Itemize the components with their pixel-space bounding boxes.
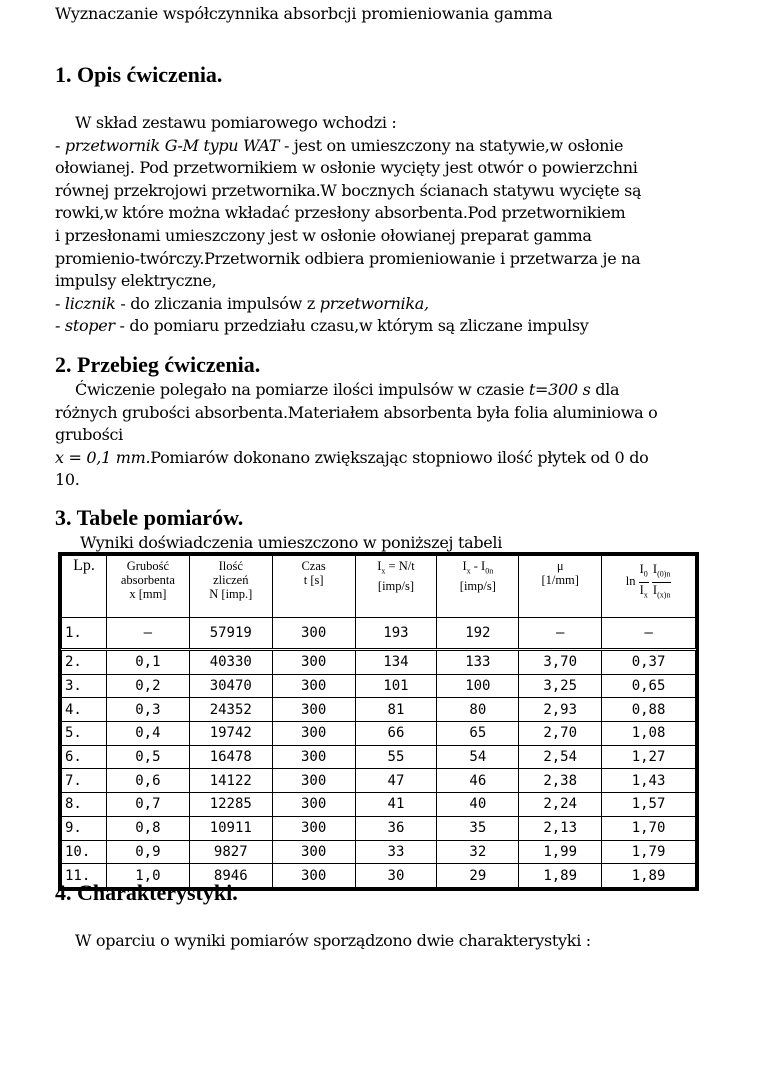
table-row <box>62 840 696 864</box>
col-net-sub: x <box>466 566 471 576</box>
col-intensity-formula: = N/t <box>385 559 415 573</box>
col-counts-l1: Ilość <box>218 559 243 573</box>
table-cell: 1,43 <box>602 769 696 793</box>
frac1-num-i: I <box>639 562 644 576</box>
col-thickness-l2: absorbenta <box>120 573 175 587</box>
table-row <box>62 650 696 675</box>
col-net-unit: [imp/s] <box>459 578 496 593</box>
table-cell: 0,65 <box>602 674 696 698</box>
section-3-title: 3. Tabele pomiarów. <box>55 505 244 530</box>
table-cell: 3. <box>62 674 107 698</box>
time-value: t=300 s <box>528 380 591 399</box>
s1-line-3: ołowianej. Pod przetwornikiem w osłonie wycięty jest otwór o powierzchni <box>55 158 638 178</box>
s1-line-10-text: - do pomiaru przedziału czasu,w którym są zliczane impulsy <box>114 316 589 336</box>
table-cell: 40330 <box>189 650 272 675</box>
table-cell: — <box>519 618 602 650</box>
dash: - <box>55 135 65 155</box>
table-cell: 2,24 <box>519 793 602 817</box>
table-cell: 1,99 <box>519 840 602 864</box>
frac2-num <box>652 562 672 583</box>
transducer-name: przetwornika, <box>319 293 429 313</box>
table-row <box>62 618 696 650</box>
table-cell: 36 <box>355 816 437 840</box>
ln-label: ln <box>625 573 636 588</box>
table-cell: 300 <box>272 745 355 769</box>
table-cell: 16478 <box>189 745 272 769</box>
s2-line-1-text: Ćwiczenie polegało na pomiarze ilości impulsów w czasie <box>75 380 529 399</box>
table-cell: 11. <box>62 864 107 888</box>
frac1-den-sub: x <box>643 590 648 599</box>
section-2-title: 2. Przebieg ćwiczenia. <box>55 352 261 377</box>
table-cell: 300 <box>272 840 355 864</box>
table-cell: 101 <box>355 674 437 698</box>
s1-line-2 <box>55 135 705 158</box>
col-counts-l2: zliczeń <box>213 573 249 587</box>
s1-line-9-text: - do zliczania impulsów z <box>115 293 320 313</box>
table-cell: 9. <box>62 816 107 840</box>
table-cell: 300 <box>272 674 355 698</box>
s2-line-1-end: dla <box>590 380 620 399</box>
table-cell: 100 <box>437 674 519 698</box>
col-mu-symbol: μ <box>556 559 564 573</box>
frac1-den-i: I <box>639 582 644 597</box>
table-cell: 134 <box>355 650 437 675</box>
table-cell: 0,1 <box>106 650 189 675</box>
table-cell: — <box>602 618 696 650</box>
table-cell: 300 <box>272 816 355 840</box>
section-1-title: 1. Opis ćwiczenia. <box>55 62 223 87</box>
table-row <box>62 674 696 698</box>
thickness-value: x = 0,1 mm. <box>55 447 151 467</box>
table-cell: 1,57 <box>602 793 696 817</box>
s2-line-5: 10. <box>55 470 80 490</box>
col-time <box>272 556 355 618</box>
frac1-num-sub: 0 <box>643 569 648 579</box>
table-cell: 0,8 <box>106 816 189 840</box>
table-cell: 8. <box>62 793 107 817</box>
table-cell: 1,0 <box>106 864 189 888</box>
s2-line-3: grubości <box>55 425 123 445</box>
table-cell: 29 <box>437 864 519 888</box>
frac2-num-sub: (0)n <box>657 569 671 579</box>
table-row <box>62 722 696 746</box>
col-intensity-i: I <box>377 559 382 573</box>
table-cell: 2,13 <box>519 816 602 840</box>
table-cell: 9827 <box>189 840 272 864</box>
table-cell: 0,5 <box>106 745 189 769</box>
s1-line-9 <box>55 293 705 316</box>
section-1-body <box>55 112 705 338</box>
table-cell: 2,70 <box>519 722 602 746</box>
table-cell: 1,89 <box>602 864 696 888</box>
col-ln <box>602 556 696 618</box>
table-cell: 54 <box>437 745 519 769</box>
table-cell: 32 <box>437 840 519 864</box>
col-time-l1: Czas <box>301 559 326 573</box>
table-cell: 24352 <box>189 698 272 722</box>
s1-line-6: i przesłonami umieszczony jest w osłonie ołowianej preparat gamma <box>55 225 592 245</box>
dash: - <box>55 293 65 313</box>
col-mu-unit: [1/mm] <box>541 573 579 587</box>
col-counts <box>189 556 272 618</box>
s2-line-1 <box>55 379 705 402</box>
col-counts-l3: N [imp.] <box>209 587 253 601</box>
col-thickness <box>106 556 189 618</box>
col-net-i: I <box>462 559 467 573</box>
s1-line-10 <box>55 315 705 338</box>
table-cell: 2,54 <box>519 745 602 769</box>
table-cell: 193 <box>355 618 437 650</box>
table-cell: 3,25 <box>519 674 602 698</box>
s2-line-4 <box>55 447 705 470</box>
table-cell: 1,08 <box>602 722 696 746</box>
table-header-row <box>62 556 696 618</box>
section-2-body <box>55 379 705 492</box>
table-cell: 0,6 <box>106 769 189 793</box>
s1-line-4: równej przekrojowi przetwornika.W bocznych ścianach statywu wycięte są <box>55 180 642 200</box>
table-cell: 2,93 <box>519 698 602 722</box>
table-cell: 300 <box>272 793 355 817</box>
table-cell: 19742 <box>189 722 272 746</box>
s1-line-1: W skład zestawu pomiarowego wchodzi : <box>75 113 397 132</box>
frac2-den-sub: (x)n <box>657 590 671 599</box>
table-cell: 57919 <box>189 618 272 650</box>
table-cell: 5. <box>62 722 107 746</box>
table-cell: — <box>106 618 189 650</box>
table-cell: 66 <box>355 722 437 746</box>
table-cell: 6. <box>62 745 107 769</box>
table-cell: 1,89 <box>519 864 602 888</box>
table-row <box>62 745 696 769</box>
stopwatch-name: stoper <box>64 316 115 336</box>
col-thickness-l3: x [mm] <box>129 587 167 601</box>
table-cell: 1. <box>62 618 107 650</box>
col-intensity <box>355 556 437 618</box>
table-cell: 3,70 <box>519 650 602 675</box>
col-thickness-l1: Grubość <box>126 559 170 573</box>
table-cell: 0,2 <box>106 674 189 698</box>
section-4-body: W oparciu o wyniki pomiarów sporządzono dwie charakterystyki : <box>75 931 591 950</box>
table-cell: 30470 <box>189 674 272 698</box>
frac2-den <box>652 583 672 603</box>
table-cell: 300 <box>272 618 355 650</box>
dash: - <box>55 316 65 336</box>
table-cell: 65 <box>437 722 519 746</box>
table-cell: 14122 <box>189 769 272 793</box>
table-cell: 0,3 <box>106 698 189 722</box>
frac1-num <box>639 562 649 583</box>
col-time-l2: t [s] <box>303 573 324 587</box>
col-intensity-unit: [imp/s] <box>377 578 415 593</box>
table-cell: 46 <box>437 769 519 793</box>
table-cell: 55 <box>355 745 437 769</box>
table-row <box>62 769 696 793</box>
table-cell: 47 <box>355 769 437 793</box>
table-cell: 80 <box>437 698 519 722</box>
table-cell: 2. <box>62 650 107 675</box>
col-lp-label: Lp. <box>73 557 95 574</box>
col-net-sub2: 0n <box>485 566 494 576</box>
table-cell: 0,7 <box>106 793 189 817</box>
table-cell: 41 <box>355 793 437 817</box>
table-row <box>62 816 696 840</box>
table-cell: 0,37 <box>602 650 696 675</box>
col-net-minus: - I <box>470 559 486 573</box>
col-mu <box>519 556 602 618</box>
table-cell: 35 <box>437 816 519 840</box>
table-cell: 1,79 <box>602 840 696 864</box>
table-cell: 192 <box>437 618 519 650</box>
table-cell: 300 <box>272 650 355 675</box>
section-4-title: 4. Charakterystyki. <box>55 880 238 905</box>
table-cell: 1,70 <box>602 816 696 840</box>
table-cell: 300 <box>272 769 355 793</box>
table-cell: 10911 <box>189 816 272 840</box>
table-cell: 12285 <box>189 793 272 817</box>
s1-line-5: rowki,w które można wkładać przesłony absorbenta.Pod przetwornikiem <box>55 203 626 223</box>
col-lp <box>62 556 107 618</box>
col-net-intensity <box>437 556 519 618</box>
s2-line-2: różnych grubości absorbenta.Materiałem absorbenta była folia aluminiowa o <box>55 402 658 422</box>
col-intensity-sub: x <box>381 566 386 576</box>
table-cell: 4. <box>62 698 107 722</box>
table-cell: 300 <box>272 698 355 722</box>
table-cell: 81 <box>355 698 437 722</box>
table-row <box>62 793 696 817</box>
table-cell: 133 <box>437 650 519 675</box>
s2-line-4-text: Pomiarów dokonano zwiększając stopniowo ilość płytek od 0 do <box>150 447 649 467</box>
table-cell: 7. <box>62 769 107 793</box>
s1-line-2-text: - jest on umieszczony na statywie,w osłonie <box>279 135 624 155</box>
table-cell: 33 <box>355 840 437 864</box>
table-row <box>62 698 696 722</box>
fraction-1 <box>639 562 649 602</box>
device-name: przetwornik G-M typu WAT <box>64 135 280 155</box>
table-body <box>62 618 696 888</box>
table-cell: 0,4 <box>106 722 189 746</box>
table-cell: 10. <box>62 840 107 864</box>
frac2-num-i: I <box>652 562 658 576</box>
measurements-table <box>61 555 696 888</box>
table-cell: 0,9 <box>106 840 189 864</box>
s1-line-8: impulsy elektryczne, <box>55 271 217 291</box>
frac2-den-i: I <box>652 582 658 597</box>
table-cell: 2,38 <box>519 769 602 793</box>
table-cell: 300 <box>272 722 355 746</box>
table-cell: 30 <box>355 864 437 888</box>
frac1-den <box>639 583 649 603</box>
table-cell: 300 <box>272 864 355 888</box>
table-cell: 40 <box>437 793 519 817</box>
table-cell: 8946 <box>189 864 272 888</box>
table-cell: 0,88 <box>602 698 696 722</box>
counter-name: licznik <box>64 293 116 313</box>
s1-line-7: promienio-twórczy.Przetwornik odbiera promieniowanie i przetwarza je na <box>55 248 641 268</box>
table-cell: 1,27 <box>602 745 696 769</box>
fraction-2 <box>652 562 672 602</box>
document-header: Wyznaczanie współczynnika absorbcji promieniowania gamma <box>55 4 553 23</box>
table-caption: Wyniki doświadczenia umieszczono w poniższej tabeli <box>80 533 503 552</box>
